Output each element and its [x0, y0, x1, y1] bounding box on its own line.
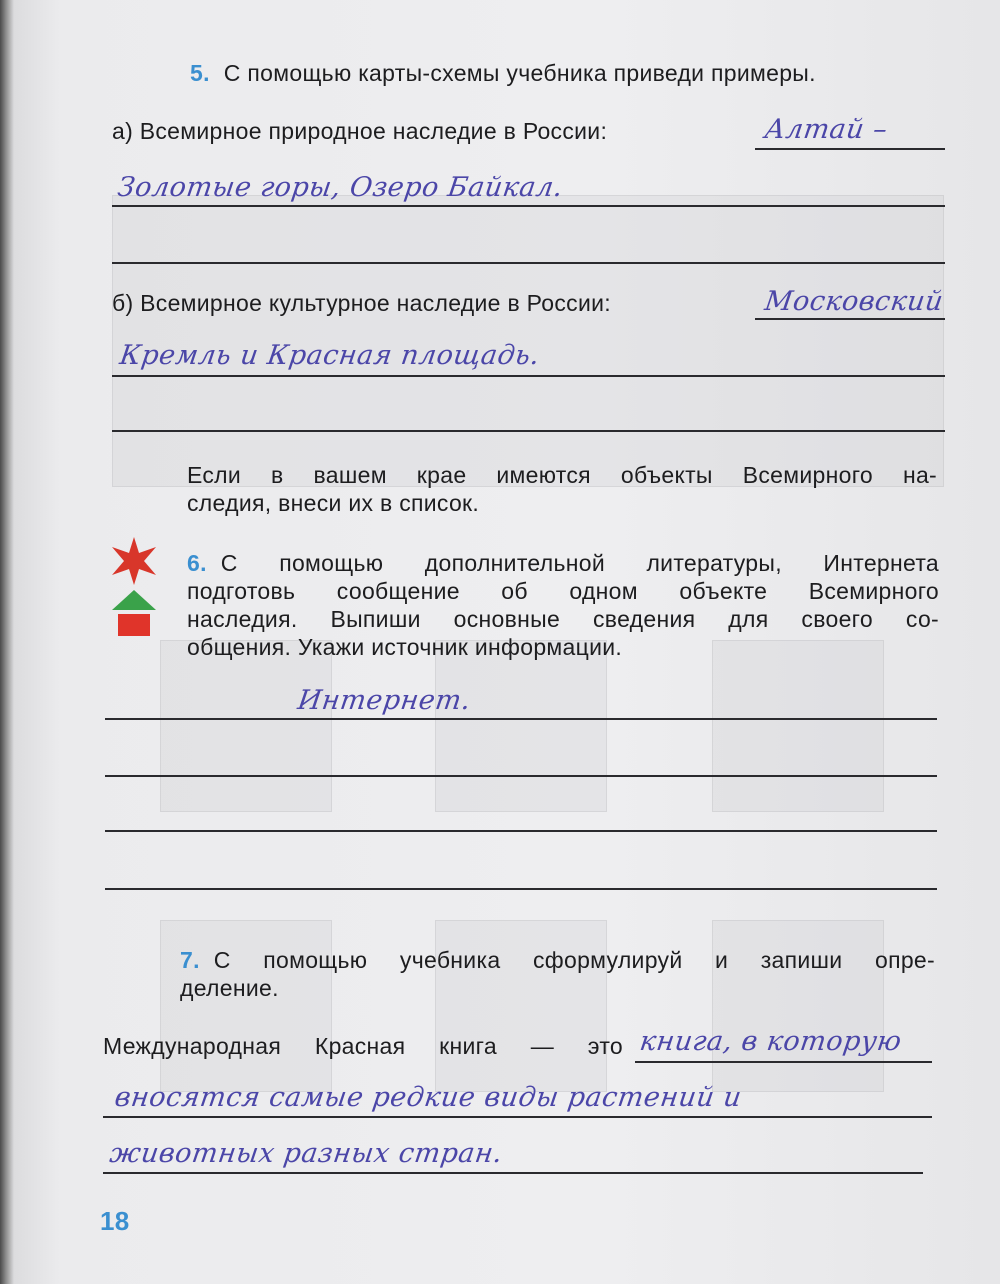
task5-note-line1: Если в вашем крае имеются объекты Всемирного на- — [187, 462, 937, 488]
task7-line1 — [180, 947, 935, 974]
show-through-box — [712, 640, 884, 812]
answer-line[interactable] — [112, 262, 945, 264]
task7-text-line2: деление. — [180, 975, 279, 1001]
answer-line[interactable] — [105, 775, 937, 777]
handwritten-answer: Московский — [762, 286, 946, 317]
answer-line[interactable] — [112, 205, 945, 207]
task6-text-line2: подготовь сообщение об одном объекте Всемирного — [187, 578, 939, 604]
task5-heading — [190, 60, 945, 87]
answer-line[interactable] — [755, 318, 945, 320]
task7-number: 7. — [180, 947, 200, 973]
house-arrow-icon — [112, 590, 156, 638]
answer-line[interactable] — [103, 1116, 932, 1118]
handwritten-answer: книга, в которую — [637, 1026, 904, 1057]
star-icon — [108, 535, 160, 587]
show-through-box — [160, 920, 332, 1092]
answer-line[interactable] — [103, 1172, 923, 1174]
answer-line[interactable] — [112, 375, 945, 377]
task7-prompt: Международная Красная книга — это — [103, 1033, 623, 1059]
task5-b-label: б) Всемирное культурное наследие в России: — [112, 290, 611, 316]
task5-note-line2: следия, внеси их в список. — [187, 490, 480, 516]
handwritten-answer: вносятся самые редкие виды растений и — [112, 1082, 744, 1113]
answer-line[interactable] — [635, 1061, 932, 1063]
task5-a-label: а) Всемирное природное наследие в России: — [112, 118, 608, 144]
task7-text-line1: С помощью учебника сформулируй и запиши опре- — [213, 947, 935, 973]
task6-text-line4: общения. Укажи источник информации. — [187, 634, 623, 660]
task6-text-line1: С помощью дополнительной литературы, Интернета — [220, 550, 939, 576]
task6-text-line3: наследия. Выпиши основные сведения для своего со- — [187, 606, 939, 632]
answer-line[interactable] — [105, 718, 937, 720]
handwritten-answer: животных разных стран. — [107, 1138, 505, 1169]
show-through-box — [435, 920, 607, 1092]
handwritten-answer: Интернет. — [295, 685, 473, 716]
answer-line[interactable] — [105, 888, 937, 890]
handwritten-answer: Алтай – — [762, 114, 890, 145]
handwritten-answer: Кремль и Красная площадь. — [117, 340, 542, 371]
page-number: 18 — [100, 1206, 130, 1236]
task5-number: 5. — [190, 60, 210, 86]
show-through-box — [160, 640, 332, 812]
answer-line[interactable] — [105, 830, 937, 832]
show-through-box — [435, 640, 607, 812]
answer-line[interactable] — [112, 430, 945, 432]
task5-title: С помощью карты-схемы учебника приведи примеры. — [223, 60, 816, 86]
task6-number: 6. — [187, 550, 207, 576]
task6-line1 — [187, 550, 939, 577]
answer-line[interactable] — [755, 148, 945, 150]
show-through-box — [712, 920, 884, 1092]
handwritten-answer: Золотые горы, Озеро Байкал. — [115, 172, 565, 203]
